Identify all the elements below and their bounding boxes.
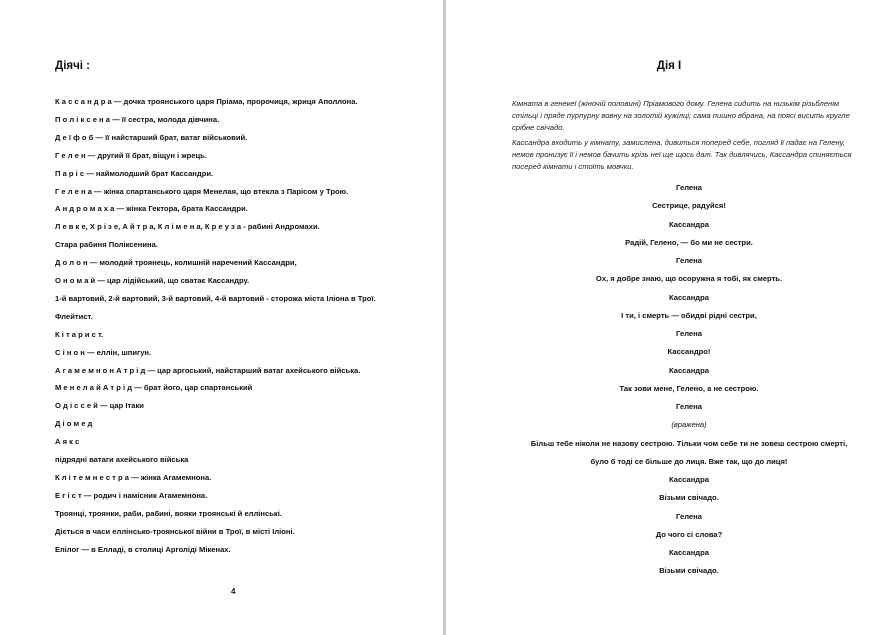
cast-entry bbox=[55, 401, 144, 410]
cast-name: П а р і с bbox=[55, 168, 85, 178]
dialogue-line: До чого сі слова? bbox=[655, 529, 723, 539]
dialogue-line: Візьми свічадо. bbox=[659, 566, 719, 576]
cast-entry bbox=[55, 527, 295, 536]
cast-name: Г е л е н bbox=[55, 150, 86, 160]
cast-entry bbox=[55, 455, 188, 464]
cast-entry bbox=[55, 312, 93, 321]
cast-entry bbox=[55, 545, 231, 554]
cast-description: Діється в часи еллінсько-троянської війни в Трої, в місті Іліоні. bbox=[55, 526, 295, 536]
cast-entry bbox=[55, 240, 158, 249]
cast-entry bbox=[55, 258, 297, 267]
cast-entry bbox=[55, 366, 360, 375]
dialogue-line: Так зови мене, Гелено, а не сестрою. bbox=[619, 383, 759, 393]
cast-entry bbox=[55, 169, 213, 178]
cast-description: — жінка Гектора, брата Кассандри. bbox=[114, 204, 248, 214]
dialogue-line: Візьми свічадо. bbox=[659, 493, 719, 503]
cast-name: О н о м а й bbox=[55, 276, 96, 285]
cast-description: — жінка спартанського царя Менелая, що втекла з Парісом у Трою. bbox=[91, 186, 349, 196]
cast-name: С і н о н bbox=[55, 347, 85, 357]
cast-entry bbox=[55, 491, 207, 500]
cast-description: — її найстарший брат, ватаг військовий. bbox=[93, 132, 248, 142]
dialogue-line: Кассандра bbox=[669, 365, 709, 375]
cast-entry bbox=[55, 187, 348, 196]
right-page bbox=[446, 0, 892, 635]
dialogue-line: Кассандра bbox=[669, 292, 709, 302]
cast-name: Л е в к е, Х р і з е, А й т р а, К л і м е н а, К р е у з а bbox=[55, 222, 242, 232]
cast-entry bbox=[55, 204, 248, 213]
dialogue-line: Кассандра bbox=[669, 475, 709, 484]
dialogue-line: Ох, я добре знаю, що осоружна я тобі, як смерть. bbox=[595, 274, 783, 284]
dialogue-line: Гелена bbox=[676, 329, 702, 338]
dialogue-line: Кассандра bbox=[669, 548, 709, 557]
dialogue-line: Кассандра bbox=[669, 219, 709, 229]
cast-entry bbox=[55, 222, 320, 231]
cast-name: Е г і с т bbox=[55, 490, 82, 500]
cast-description: 1-й вартовий, 2-й вартовий, 3-й вартовий, 4-й вартовий - сторожа міста Іліона в Трої. bbox=[55, 293, 376, 303]
cast-name: Д е ї ф о б bbox=[55, 132, 94, 142]
dialogue-line: Більш тебе ніколи не назову сестрою. Тільки чом себе ти не зовеш сестрою смерті, bbox=[530, 438, 848, 448]
cast-name: М е н е л а й А т р і д bbox=[55, 383, 133, 393]
act-title: Дія І bbox=[656, 60, 682, 72]
cast-description: — дочка троянського царя Пріама, пророчиця, жриця Аполлона. bbox=[111, 97, 358, 106]
cast-name: К л і т е м н е с т р а bbox=[55, 472, 129, 482]
dialogue-line: Кассандро! bbox=[667, 347, 711, 357]
cast-description: — цар аргоський, найстарший ватаг ахейського війська. bbox=[145, 365, 361, 375]
cast-description: — її сестра, молода дівчина. bbox=[109, 114, 220, 124]
dialogue-line: І ти, і смерть — обидві рідні сестри, bbox=[621, 310, 757, 320]
cast-description: — еллін, шпигун. bbox=[84, 347, 152, 357]
cast-name: Д і о м е д bbox=[55, 419, 93, 429]
cast-name: А г а м е м н о н А т р і д bbox=[55, 365, 146, 375]
cast-description: — наймолодший брат Кассандри. bbox=[84, 168, 214, 178]
cast-name: П о л і к с е н а bbox=[55, 114, 110, 124]
cast-description: — другий її брат, віщун і жрець. bbox=[85, 150, 207, 160]
stage-direction-1: Кімната в генекеї (жіночій половині) Пріамового дому. Гелена сидить на низькім різьбленім стільці і пряде пурпурну вовну на золотій кужілці; сама пишно вбрана, на поясі висить кругле срібне свічадо. bbox=[512, 99, 850, 132]
left-page bbox=[0, 0, 443, 635]
stage-direction-2: Кассандра входить у кімнату, замислена, дивиться поперед себе, погляд її падає на Гелену, немов пронизує її і немов бачить крізь неї ще щось далі. Так дивлячись, Кассандра спиняється посеред кімнати і стоїть мовчки. bbox=[512, 138, 852, 171]
cast-entry bbox=[55, 473, 211, 482]
cast-description: — родич і намісник Агамемнона. bbox=[81, 490, 208, 500]
dialogue-line: Гелена bbox=[676, 402, 702, 411]
cast-name: А я к с bbox=[55, 437, 80, 447]
cast-entry bbox=[55, 330, 103, 339]
cast-name: О д і с с е й bbox=[55, 401, 98, 411]
cast-name: К а с с а н д р а bbox=[55, 97, 112, 106]
cast-heading: Діячі : bbox=[55, 60, 90, 72]
cast-entry bbox=[55, 437, 79, 446]
dialogue-line: Гелена bbox=[676, 511, 702, 521]
cast-entry bbox=[55, 276, 249, 285]
cast-entry bbox=[55, 383, 252, 392]
cast-description: — жінка Агамемнона. bbox=[128, 472, 212, 482]
cast-name: Г е л е н а bbox=[55, 186, 92, 196]
cast-entry bbox=[55, 348, 151, 357]
cast-description: Флейтист. bbox=[55, 311, 93, 321]
cast-description: Троянці, троянки, раби, рабині, вояки троянські й еллінські. bbox=[55, 508, 282, 518]
cast-entry bbox=[55, 509, 282, 518]
cast-description: — молодий троянець, колишній наречений Кассандри, bbox=[87, 258, 297, 268]
page-number-left: 4 bbox=[231, 587, 236, 596]
cast-entry bbox=[55, 115, 219, 124]
dialogue-line: Сестрице, радуйся! bbox=[652, 201, 726, 211]
dialogue-line: було б тоді се більше до лиця. Вже так, що до лиця! bbox=[590, 456, 788, 466]
cast-entry bbox=[55, 151, 207, 160]
dialogue-line: Гелена bbox=[676, 183, 702, 192]
cast-entry bbox=[55, 133, 247, 142]
cast-name: Д о л о н bbox=[55, 258, 88, 268]
cast-description: - рабині Андромахи. bbox=[241, 222, 320, 232]
stage-remark: (вражена) bbox=[671, 420, 707, 430]
cast-description: — цар Ітаки bbox=[97, 401, 144, 411]
cast-description: — брат його, цар спартанський bbox=[132, 383, 253, 393]
cast-entry bbox=[55, 294, 376, 303]
cast-entry bbox=[55, 419, 92, 428]
cast-description: підрядні ватаги ахейського війська bbox=[55, 455, 189, 464]
cast-description: Стара рабиня Поліксенина. bbox=[55, 240, 158, 250]
cast-description: Епілог — в Елладі, в столиці Арголіді Мікенах. bbox=[55, 544, 231, 554]
cast-name: К і т а р и с т. bbox=[55, 329, 104, 339]
cast-description: — цар лідійський, що сватає Кассандру. bbox=[95, 276, 250, 285]
cast-entry bbox=[55, 97, 358, 106]
cast-name: А н д р о м а х а bbox=[55, 204, 115, 214]
dialogue-line: Радій, Гелено, — бо ми не сестри. bbox=[625, 237, 753, 247]
dialogue-line: Гелена bbox=[676, 256, 702, 265]
